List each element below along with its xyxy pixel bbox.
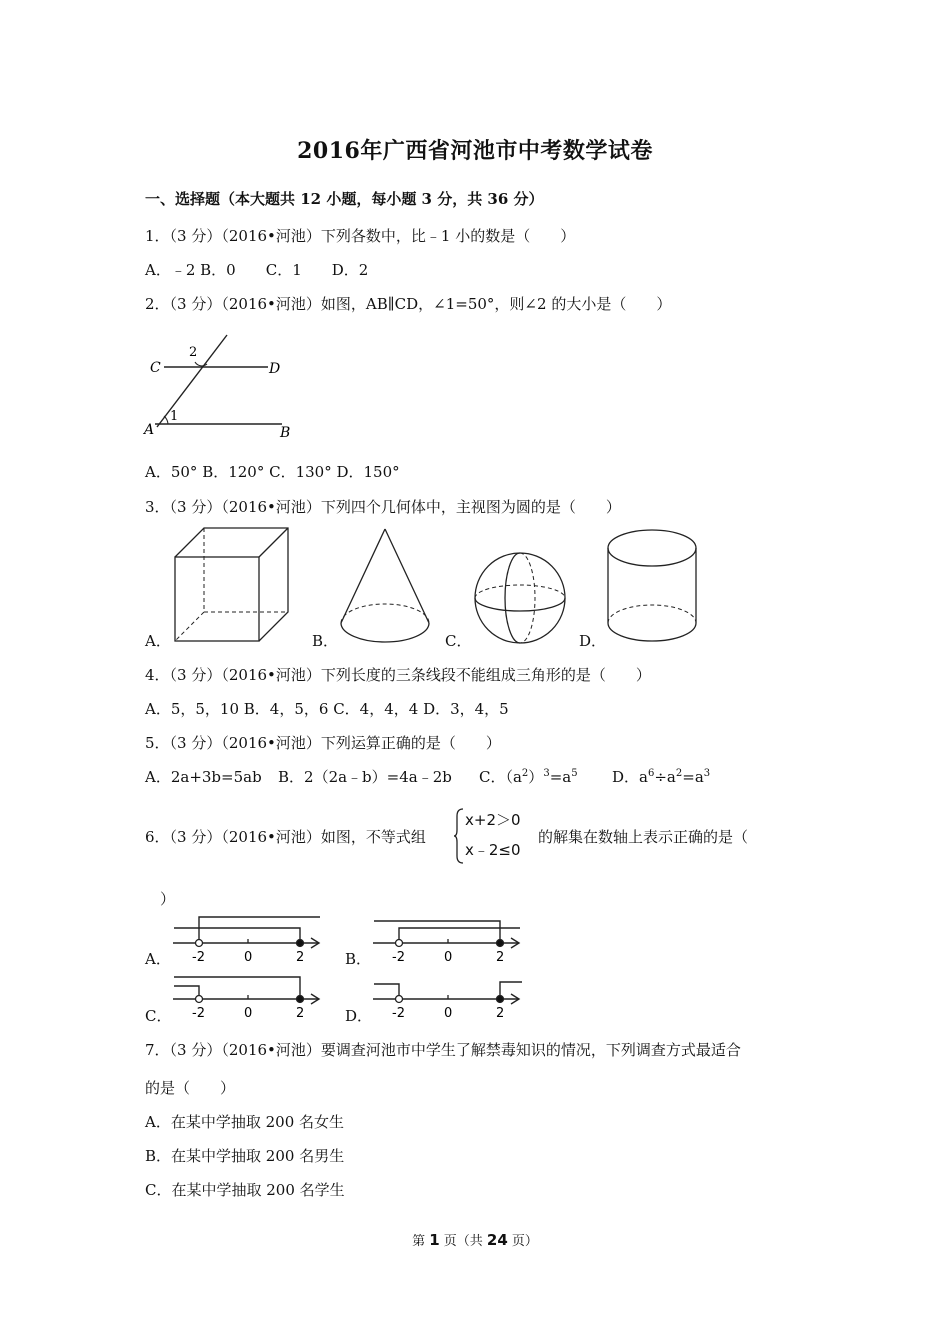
page-title: 2016年广西省河池市中考数学试卷 [297, 138, 653, 164]
q6-label-b: B． [345, 950, 372, 968]
number-line-c [170, 970, 330, 1022]
question-5-stem: 5．（3 分）（2016•河池）下列运算正确的是（ ） [145, 734, 501, 752]
q3-label-b: B． [312, 632, 339, 650]
q3-label-d: D． [579, 632, 607, 650]
question-1-options: A．﹣2 B．0 C．1 D．2 [145, 261, 369, 279]
q5-option-a: A．2a+3b=5ab [145, 768, 262, 786]
cone-figure [338, 526, 434, 646]
q5-option-c: C．$(a^2)^3=a^5$ [479, 768, 578, 786]
question-2-stem: 2．（3 分）（2016•河池）如图，AB∥CD，∠1=50°，则∠2 的大小是（ ） [145, 295, 672, 313]
question-6-stem-end: 的解集在数轴上表示正确的是（ [538, 828, 749, 846]
question-6-stem-close: ） [160, 890, 176, 908]
q7-option-c: C．在某中学抽取 200 名学生 [145, 1181, 345, 1199]
system-brace [454, 808, 464, 864]
q7-option-b: B．在某中学抽取 200 名男生 [145, 1147, 345, 1165]
label-a: A [144, 422, 155, 438]
cube-figure [170, 524, 290, 644]
section-heading: 一、选择题（本大题共 12 小题，每小题 3 分，共 36 分） [145, 190, 544, 208]
q6-label-a: A． [145, 950, 171, 968]
question-3-stem: 3．（3 分）（2016•河池）下列四个几何体中，主视图为圆的是（ ） [145, 498, 621, 516]
cylinder-figure [605, 526, 701, 646]
question-7-stem-cont: 的是（ ） [145, 1079, 236, 1097]
label-d: D [269, 361, 281, 377]
svg-text:2: 2 [296, 950, 305, 965]
q5-option-d: D．$a^6\div a^2=a^3$ [612, 768, 711, 786]
question-6-stem-start: 6．（3 分）（2016•河池）如图，不等式组 [145, 828, 426, 846]
q3-label-a: A． [145, 632, 171, 650]
q7-option-a: A．在某中学抽取 200 名女生 [145, 1113, 345, 1131]
q3-label-c: C． [445, 632, 472, 650]
question-7-stem: 7．（3 分）（2016•河池）要调查河池市中学生了解禁毒知识的情况，下列调查方式最适合 [145, 1041, 741, 1059]
q6-label-c: C． [145, 1007, 172, 1025]
page-total: 24 [486, 1231, 508, 1249]
svg-text:2: 2 [496, 950, 505, 965]
svg-text:0: 0 [444, 1006, 453, 1021]
q6-label-d: D． [345, 1007, 373, 1025]
question-1-stem: 1．（3 分）（2016•河池）下列各数中，比﹣1 小的数是（ ） [145, 227, 576, 245]
svg-text:2: 2 [296, 1006, 305, 1021]
number-line-a [170, 912, 330, 964]
angle-1-arc [164, 416, 168, 424]
label-angle-2: 2 [189, 345, 198, 360]
question-2-options: A．50° B．120° C．130° D．150° [145, 463, 400, 481]
svg-text:-2: -2 [392, 1006, 405, 1021]
svg-text:-2: -2 [192, 1006, 205, 1021]
label-c: C [150, 360, 161, 376]
svg-text:0: 0 [444, 950, 453, 965]
label-b: B [280, 425, 291, 441]
svg-text:2: 2 [496, 1006, 505, 1021]
svg-text:-2: -2 [192, 950, 205, 965]
svg-text:-2: -2 [392, 950, 405, 965]
page-footer: 第 1 页（共 24 页） [412, 1231, 538, 1249]
q5-option-b: B．2（2a﹣b）=4a﹣2b [278, 768, 452, 786]
sphere-figure [472, 550, 570, 648]
inequality-2: x﹣2≤0 [465, 841, 521, 859]
question-2-figure [140, 332, 300, 442]
svg-text:0: 0 [244, 950, 253, 965]
question-4-stem: 4．（3 分）（2016•河池）下列长度的三条线段不能组成三角形的是（ ） [145, 666, 651, 684]
number-line-d [370, 970, 530, 1022]
page-number: 1 [429, 1231, 440, 1249]
svg-text:0: 0 [244, 1006, 253, 1021]
label-angle-1: 1 [170, 409, 179, 424]
question-4-options: A．5，5，10 B．4，5，6 C．4，4，4 D．3，4，5 [145, 700, 509, 718]
number-line-b [370, 912, 530, 964]
inequality-1: x+2＞0 [465, 811, 521, 829]
